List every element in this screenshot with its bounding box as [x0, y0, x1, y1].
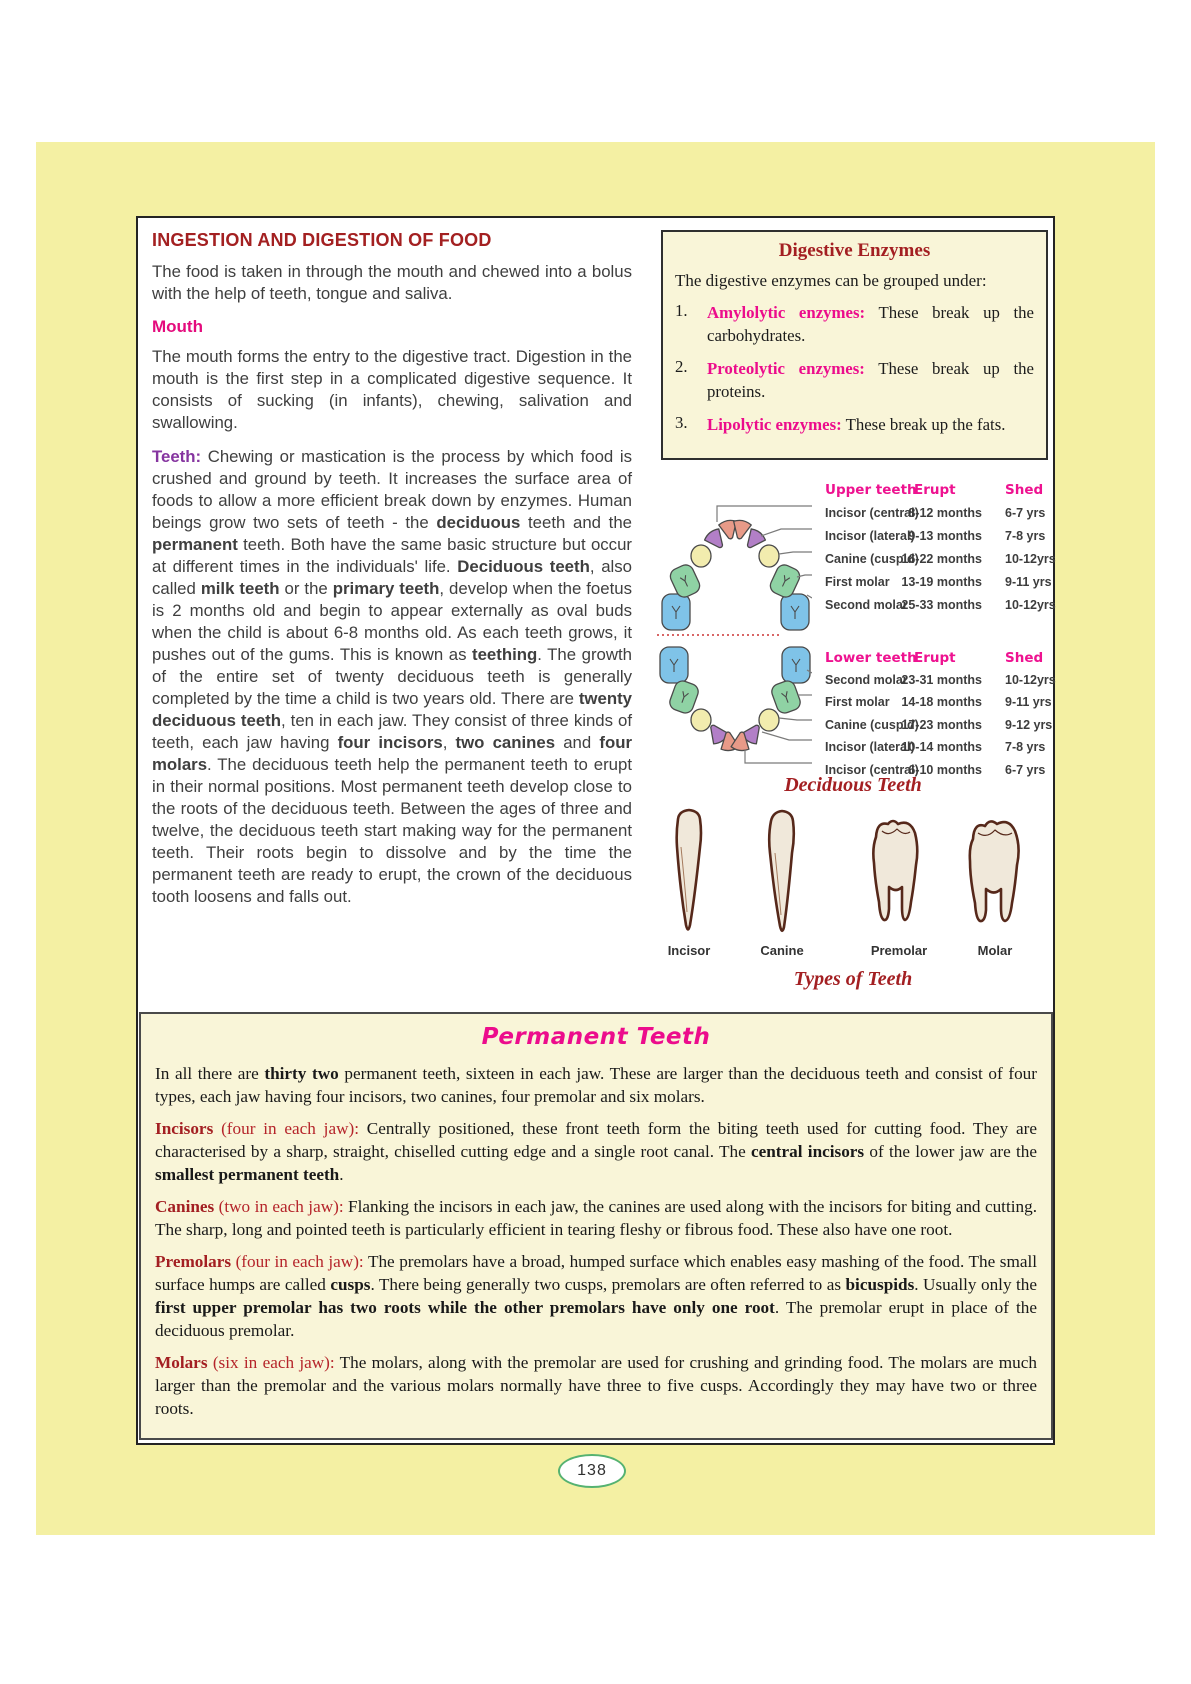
erupt-column-header: Erupt	[914, 650, 956, 666]
canine-drawing	[769, 811, 794, 931]
tooth-name: First molar	[825, 695, 890, 709]
erupt-value: 16-22 months	[901, 552, 982, 566]
mouth-subheading: Mouth	[152, 317, 203, 336]
enzymes-box-intro: The digestive enzymes can be grouped under:	[675, 271, 987, 290]
deciduous-teeth-caption: Deciduous Teeth	[784, 774, 922, 796]
enzyme-list-item	[675, 357, 1034, 403]
tooth-name: Incisor (central)	[825, 506, 919, 520]
teeth-paragraph: Teeth: Chewing or mastication is the process by which food is crushed and ground by teeth. It increases the surface area of foods to allow a more efficient break down by enzymes. Human beings grow two sets of teeth - the deciduous teeth and the permanent teeth. Both have the same basic structure but occur at different times in the individuals' life. Deciduous teeth, also called milk teeth or the primary teeth, develop when the foetus is 2 months old and begin to appear externally as oval buds when the child is about 6-8 months old. As each teeth grows, it pushes out of the gums. This is known as teething. The growth of the entire set of twenty deciduous teeth is generally completed by the time a child is two years old. There are twenty deciduous teeth, ten in each jaw. They consist of three kinds of teeth, each jaw having four incisors, two canines and four molars. The deciduous teeth help the permanent teeth to erupt in their normal positions. Most permanent teeth develop close to the roots of the deciduous teeth. Between the ages of three and twelve, the deciduous teeth start making way for the permanent teeth. Their roots begin to dissolve and by the time the permanent teeth are ready to erupt, the crown of the deciduous tooth loosens and falls out.	[152, 447, 633, 906]
tooth-name: Canine (cuspid)	[825, 552, 919, 566]
list-number: 2.	[675, 357, 688, 376]
enzyme-description: These break up the carbohydrates.	[707, 303, 1034, 345]
table-row	[138, 506, 1053, 524]
enzyme-item-text	[707, 301, 1034, 347]
shed-value: 9-11 yrs	[1005, 695, 1052, 709]
permanent-teeth-box	[139, 1012, 1053, 1440]
table-row	[138, 740, 1053, 758]
erupt-value: 10-14 months	[901, 740, 982, 754]
enzyme-item-text	[707, 357, 1034, 403]
shed-value: 10-12yrs	[1005, 673, 1056, 687]
shed-column-header: Shed	[1005, 482, 1044, 498]
shed-value: 10-12yrs	[1005, 552, 1056, 566]
tooth-name: Second molar	[825, 673, 908, 687]
types-of-teeth-illustration	[657, 807, 1049, 941]
tooth-name: Second molar	[825, 598, 908, 612]
page-number-badge	[558, 1454, 626, 1488]
upper-teeth-title: Upper teeth	[825, 482, 917, 498]
incisor-drawing	[677, 810, 701, 930]
upper-teeth-table-header	[138, 482, 1053, 500]
enzymes-box-title: Digestive Enzymes	[778, 240, 931, 261]
premolars-paragraph: Premolars (four in each jaw): The premolars have a broad, humped surface which enables easy mashing of the food. The small surface humps are called cusps. There being generally two cusps, premolars are often referred to as bicuspids. Usually only the first upper premolar has two roots while the other premolars have only one root. The premolar erupt in place of the deciduous premolar.	[155, 1252, 1037, 1340]
enzyme-description: These break up the proteins.	[707, 359, 1034, 401]
shed-value: 9-11 yrs	[1005, 575, 1052, 589]
enzyme-term: Lipolytic enzymes:	[707, 415, 842, 434]
lower-teeth-title: Lower teeth	[825, 650, 917, 666]
incisors-paragraph: Incisors (four in each jaw): Centrally positioned, these front teeth form the biting teeth used for cutting food. They are characterised by a sharp, straight, chiselled cutting edge and a single root canal. The central incisors of the lower jaw are the smallest permanent teeth.	[155, 1119, 1037, 1184]
shed-value: 10-12yrs	[1005, 598, 1056, 612]
lower-teeth-table-header	[138, 650, 1053, 668]
enzyme-list-item	[675, 301, 1034, 347]
premolar-label: Premolar	[870, 943, 928, 958]
erupt-value: 23-31 months	[901, 673, 982, 687]
erupt-value: 13-19 months	[901, 575, 982, 589]
enzyme-list-item	[675, 413, 1034, 436]
shed-column-header: Shed	[1005, 650, 1044, 666]
erupt-value: 8-12 months	[908, 506, 982, 520]
premolar-drawing	[873, 821, 917, 920]
enzyme-description: These break up the fats.	[841, 415, 1006, 434]
table-row	[138, 529, 1053, 547]
canine-label: Canine	[760, 943, 804, 958]
erupt-value: 25-33 months	[901, 598, 982, 612]
incisor-label: Incisor	[667, 943, 711, 958]
enzyme-term: Proteolytic enzymes:	[707, 359, 865, 378]
molar-drawing	[970, 821, 1019, 921]
erupt-value: 9-13 months	[908, 529, 982, 543]
mouth-paragraph: The mouth forms the entry to the digestive tract. Digestion in the mouth is the first step in a complicated digestive sequence. It consists of sucking (in infants), chewing, salivation and swallowing.	[152, 347, 632, 432]
page-number: 138	[577, 1462, 607, 1479]
table-row	[138, 718, 1053, 736]
tooth-name: Incisor (central)	[825, 763, 919, 777]
shed-value: 6-7 yrs	[1005, 763, 1046, 777]
shed-value: 6-7 yrs	[1005, 506, 1046, 520]
canines-paragraph: Canines (two in each jaw): Flanking the incisors in each jaw, the canines are used along with the incisors for biting and cutting. The sharp, long and pointed teeth is particularly efficient in tearing fleshy or fibrous food. These also have one root.	[155, 1197, 1037, 1239]
left-column	[152, 226, 632, 920]
tooth-name: First molar	[825, 575, 890, 589]
list-number: 1.	[675, 301, 688, 320]
table-row	[138, 598, 1056, 616]
tooth-name: Canine (cuspid)	[825, 718, 919, 732]
permanent-intro-paragraph: In all there are thirty two permanent teeth, sixteen in each jaw. These are larger than the deciduous teeth and consist of four types, each jaw having four incisors, two canines, four premolar and six molars.	[155, 1064, 1037, 1106]
shed-value: 7-8 yrs	[1005, 740, 1046, 754]
molar-label: Molar	[977, 943, 1013, 958]
erupt-column-header: Erupt	[914, 482, 956, 498]
tooth-name: Incisor (lateral)	[825, 740, 915, 754]
shed-value: 9-12 yrs	[1005, 718, 1053, 732]
table-row	[138, 673, 1056, 691]
content-frame	[136, 216, 1055, 1445]
tooth-name: Incisor (lateral)	[825, 529, 915, 543]
erupt-value: 17-23 months	[901, 718, 982, 732]
types-of-teeth-caption: Types of Teeth	[793, 968, 913, 990]
erupt-value: 14-18 months	[901, 695, 982, 709]
intro-paragraph: The food is taken in through the mouth and chewed into a bolus with the help of teeth, tongue and saliva.	[152, 262, 632, 303]
table-row	[138, 695, 1053, 713]
shed-value: 7-8 yrs	[1005, 529, 1046, 543]
digestive-enzymes-box	[661, 230, 1048, 460]
enzyme-item-text	[707, 413, 1034, 436]
table-row	[138, 552, 1056, 570]
molars-paragraph: Molars (six in each jaw): The molars, along with the premolar are used for crushing and grinding food. The molars are much larger than the premolar and the various molars normally have three to five cusps. Accordingly they may have two or three roots.	[155, 1353, 1037, 1418]
table-row	[138, 575, 1053, 593]
enzyme-term: Amylolytic enzymes:	[707, 303, 866, 322]
erupt-value: 6-10 months	[908, 763, 982, 777]
section-heading: INGESTION AND DIGESTION OF FOOD	[152, 230, 492, 250]
list-number: 3.	[675, 413, 688, 432]
book-page	[36, 142, 1155, 1535]
permanent-teeth-title: Permanent Teeth	[481, 1024, 711, 1050]
